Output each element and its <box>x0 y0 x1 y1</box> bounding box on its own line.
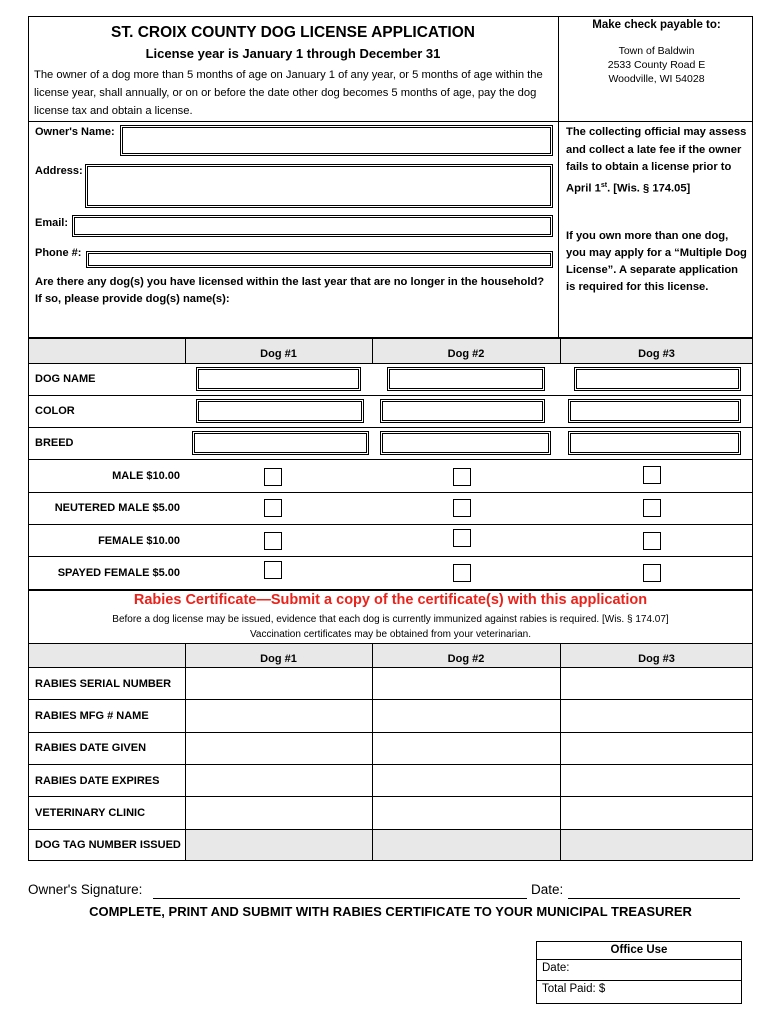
email-field[interactable] <box>72 215 553 237</box>
dog1-spayed-checkbox[interactable] <box>264 561 282 579</box>
clinic-dog1[interactable] <box>186 797 372 829</box>
top-hdivider <box>28 121 753 122</box>
clinic-dog3[interactable] <box>561 797 752 829</box>
rabies-mfg-dog1[interactable] <box>186 700 372 732</box>
rabies-serial-dog1[interactable] <box>186 668 372 699</box>
dog2-header: Dog #2 <box>447 348 485 360</box>
dog2-male-checkbox[interactable] <box>453 468 471 486</box>
payable-line1: Town of Baldwin <box>618 45 695 57</box>
rabies-mfg-label: RABIES MFG # NAME <box>35 710 149 722</box>
signature-date-label: Date: <box>531 882 564 897</box>
fee-male-label: MALE $10.00 <box>112 470 180 482</box>
veterinary-clinic-label: VETERINARY CLINIC <box>35 807 146 819</box>
rabies-dog2-header: Dog #2 <box>447 653 485 665</box>
dog1-color-field[interactable] <box>196 399 364 423</box>
rabies-mfg-dog2[interactable] <box>373 700 560 732</box>
tag-number-dog2[interactable] <box>373 830 560 860</box>
rabies-given-dog1[interactable] <box>186 733 372 764</box>
owner-signature-label: Owner's Signature: <box>28 882 143 897</box>
submit-instruction: COMPLETE, PRINT AND SUBMIT WITH RABIES CERTIFICATE TO YOUR MUNICIPAL TREASURER <box>89 904 692 919</box>
dog2-breed-field[interactable] <box>380 431 551 455</box>
dog1-neutered-checkbox[interactable] <box>264 499 282 517</box>
dog1-breed-field[interactable] <box>192 431 369 455</box>
fee-spayed-female-label: SPAYED FEMALE $5.00 <box>57 567 180 579</box>
dog3-color-field[interactable] <box>568 399 741 423</box>
form-title: ST. CROIX COUNTY DOG LICENSE APPLICATION <box>111 24 475 41</box>
rabies-serial-dog2[interactable] <box>373 668 560 699</box>
clinic-dog2[interactable] <box>373 797 560 829</box>
dog1-female-checkbox[interactable] <box>264 532 282 550</box>
fee-female-label: FEMALE $10.00 <box>98 535 180 547</box>
office-date-label: Date: <box>542 962 570 974</box>
rabies-given-dog2[interactable] <box>373 733 560 764</box>
payable-header: Make check payable to: <box>592 19 721 31</box>
color-label: COLOR <box>35 405 75 417</box>
rabies-expires-dog2[interactable] <box>373 765 560 796</box>
dog2-neutered-checkbox[interactable] <box>453 499 471 517</box>
dog3-spayed-checkbox[interactable] <box>643 564 661 582</box>
dog3-male-checkbox[interactable] <box>643 466 661 484</box>
dog1-name-field[interactable] <box>196 367 361 391</box>
address-field[interactable] <box>85 164 553 208</box>
rabies-heading: Rabies Certificate—Submit a copy of the certificate(s) with this application <box>133 592 648 608</box>
address-label: Address: <box>35 165 83 177</box>
rabies-dog1-header: Dog #1 <box>260 653 297 665</box>
rabies-date-expires-label: RABIES DATE EXPIRES <box>35 775 160 787</box>
dog2-name-field[interactable] <box>387 367 545 391</box>
owner-name-field[interactable] <box>120 125 553 156</box>
office-total-paid-label: Total Paid: $ <box>542 983 606 995</box>
dog3-header: Dog #3 <box>638 348 675 360</box>
rabies-serial-label: RABIES SERIAL NUMBER <box>35 678 172 690</box>
top-divider <box>558 16 559 338</box>
email-label: Email: <box>35 217 69 229</box>
prior-dogs-question: Are there any dog(s) you have licensed within the last year that are no longer in the household? If so, please provide dog(s) name(s): <box>35 276 545 305</box>
dog3-breed-field[interactable] <box>568 431 741 455</box>
rabies-given-dog3[interactable] <box>561 733 752 764</box>
tag-number-dog3[interactable] <box>561 830 752 860</box>
rabies-expires-dog1[interactable] <box>186 765 372 796</box>
dog3-female-checkbox[interactable] <box>643 532 661 550</box>
dog2-spayed-checkbox[interactable] <box>453 564 471 582</box>
dog2-color-field[interactable] <box>380 399 545 423</box>
owner-name-label: Owner's Name: <box>35 126 115 138</box>
fee-neutered-male-label: NEUTERED MALE $5.00 <box>54 502 180 514</box>
rabies-mfg-dog3[interactable] <box>561 700 752 732</box>
dog3-name-field[interactable] <box>574 367 741 391</box>
dog1-male-checkbox[interactable] <box>264 468 282 486</box>
dog2-female-checkbox[interactable] <box>453 529 471 547</box>
dog3-neutered-checkbox[interactable] <box>643 499 661 517</box>
rabies-date-given-label: RABIES DATE GIVEN <box>35 742 147 754</box>
form-intro: The owner of a dog more than 5 months of age on January 1 of any year, or 5 months of age within the license year, shall annually, or on or before the date other dog becomes 5 months of age, pay the dog license tax and obtain a license. <box>34 69 543 117</box>
rabies-dog3-header: Dog #3 <box>638 653 675 665</box>
signature-line[interactable] <box>153 898 527 899</box>
late-fee-sup: st <box>600 181 608 189</box>
phone-label: Phone #: <box>35 247 82 259</box>
payable-line2: 2533 County Road E <box>607 59 706 71</box>
rabies-expires-dog3[interactable] <box>561 765 752 796</box>
office-use-title: Office Use <box>610 944 668 956</box>
dog-tag-number-label: DOG TAG NUMBER ISSUED <box>35 839 181 851</box>
tag-number-dog1[interactable] <box>186 830 372 860</box>
rabies-note2: Vaccination certificates may be obtained from your veterinarian. <box>249 629 532 640</box>
multiple-license-note: If you own more than one dog, you may apply for a “Multiple Dog License”. A separate application is required for this license. <box>566 230 747 293</box>
payable-line3: Woodville, WI 54028 <box>608 73 705 85</box>
rabies-note1: Before a dog license may be issued, evidence that each dog is currently immunized against rabies is required. [Wis. § 174.07] <box>112 614 669 625</box>
signature-date-line[interactable] <box>568 898 740 899</box>
phone-field[interactable] <box>86 251 553 268</box>
late-fee-text: The collecting official may assess and collect a late fee if the owner fails to obtain a license prior to April 1 <box>566 126 747 195</box>
dog1-header: Dog #1 <box>260 348 297 360</box>
late-fee-ref: . [Wis. § 174.05] <box>607 182 691 195</box>
late-fee-note <box>566 124 748 198</box>
rabies-serial-dog3[interactable] <box>561 668 752 699</box>
dog-name-label: DOG NAME <box>35 373 96 385</box>
form-subtitle: License year is January 1 through December 31 <box>145 46 441 61</box>
breed-label: BREED <box>35 437 74 449</box>
